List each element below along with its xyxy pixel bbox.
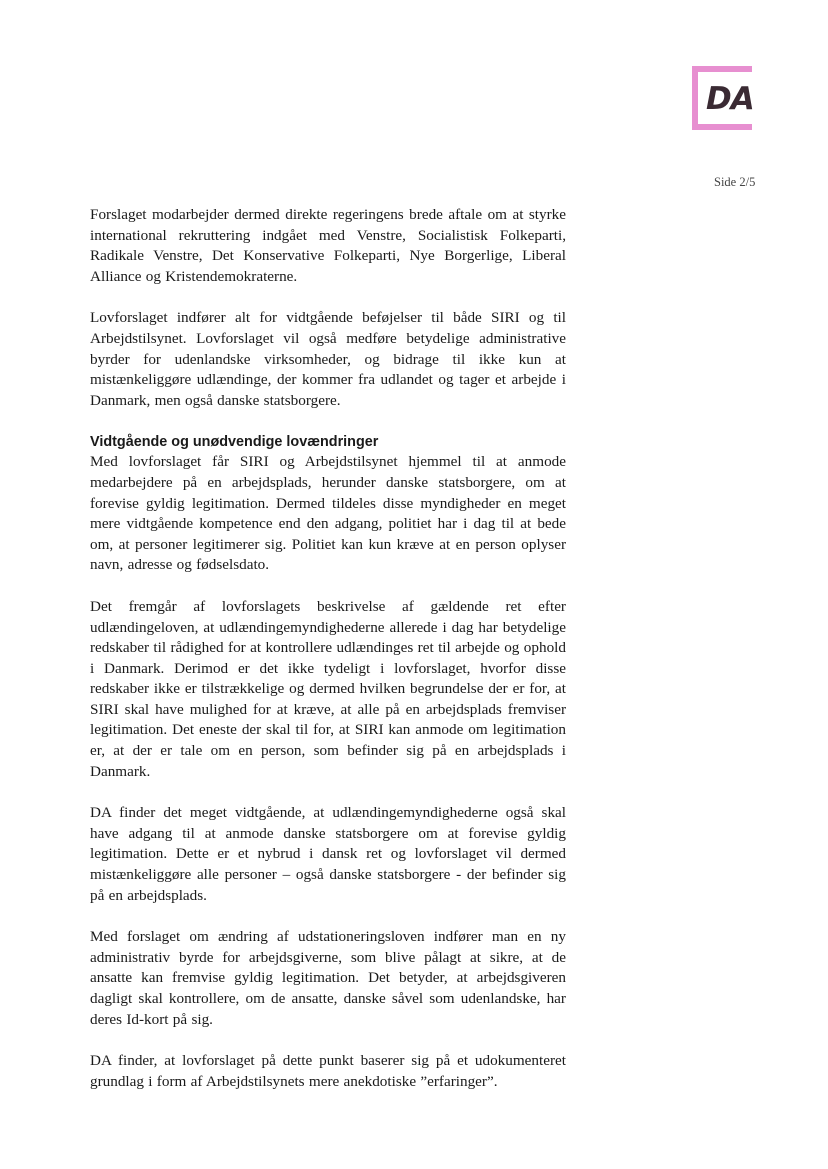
paragraph-intro-1: Forslaget modarbejder dermed direkte regeringens brede aftale om at styrke international rekruttering indgået med Venstre, Socialistisk Folkeparti, Radikale Venstre, Det Konservative Folkeparti, Nye Borgerlige, Liberal Alliance og Kristendemokraterne. — [90, 206, 566, 285]
document-body — [90, 205, 566, 1113]
da-logo — [692, 66, 758, 134]
logo-text: DA — [706, 81, 754, 117]
paragraph-section-2: Det fremgår af lovforslagets beskrivelse af gældende ret efter udlændingeloven, at udlændingemyndighederne allerede i dag har betydelige redskaber til rådighed for at kontrollere udlændinges ret til arbejde og ophold i Danmark. Derimod er det ikke tydeligt i lovforslaget, hvorfor disse redskaber ikke er tilstrækkelige og dermed hvilken begrundelse der er for, at SIRI skal have mulighed for at kræve, at alle på en arbejdsplads fremviser legitimation. Det eneste der skal til for, at SIRI kan anmode om legitimation er, at der er tale om en person, som befinder sig på en arbejdsplads i Danmark. — [90, 597, 566, 780]
paragraph-section-5: DA finder, at lovforslaget på dette punkt baserer sig på et udokumenteret grundlag i form af Arbejdstilsynets mere anekdotiske ”erfaringer”. — [90, 1052, 566, 1090]
paragraph-section-1: Med lovforslaget får SIRI og Arbejdstilsynet hjemmel til at anmode medarbejdere på en arbejdsplads, herunder danske statsborgere, om at forevise gyldig legitimation. Dermed tildeles disse myndigheder en meget mere vidtgående kompetence end den adgang, politiet har i dag til at bede om, at personer legitimerer sig. Politiet kan kun kræve at en person oplyser navn, adresse og fødselsdato. — [90, 453, 566, 574]
section-heading: Vidtgående og unødvendige lovændringer — [90, 434, 379, 451]
page-number: Side 2/5 — [714, 175, 756, 189]
paragraph-intro-2: Lovforslaget indfører alt for vidtgående beføjelser til både SIRI og til Arbejdstilsynet. Lovforslaget vil også medføre betydelige administrative byrder for udenlandske virksomheder, og bidrage til ikke kun at mistænkeliggøre udlændinge, der kommer fra udlandet og tager et arbejde i Danmark, men også danske statsborgere. — [90, 309, 566, 409]
paragraph-section-3: DA finder det meget vidtgående, at udlændingemyndighederne også skal have adgang til at anmode danske statsborgere om at forevise gyldig legitimation. Dette er et nybrud i dansk ret og lovforslaget vil dermed mistænkeliggøre alle personer – også danske statsborgere - der befinder sig på en arbejdsplads. — [90, 804, 566, 904]
paragraph-section-4: Med forslaget om ændring af udstationeringsloven indfører man en ny administrativ byrde for arbejdsgiverne, som blive pålagt at sikre, at de ansatte kan fremvise gyldig legitimation. Det betyder, at arbejdsgiveren dagligt skal kontrollere, om de ansatte, danske såvel som udenlandske, har deres Id-kort på sig. — [90, 928, 566, 1028]
